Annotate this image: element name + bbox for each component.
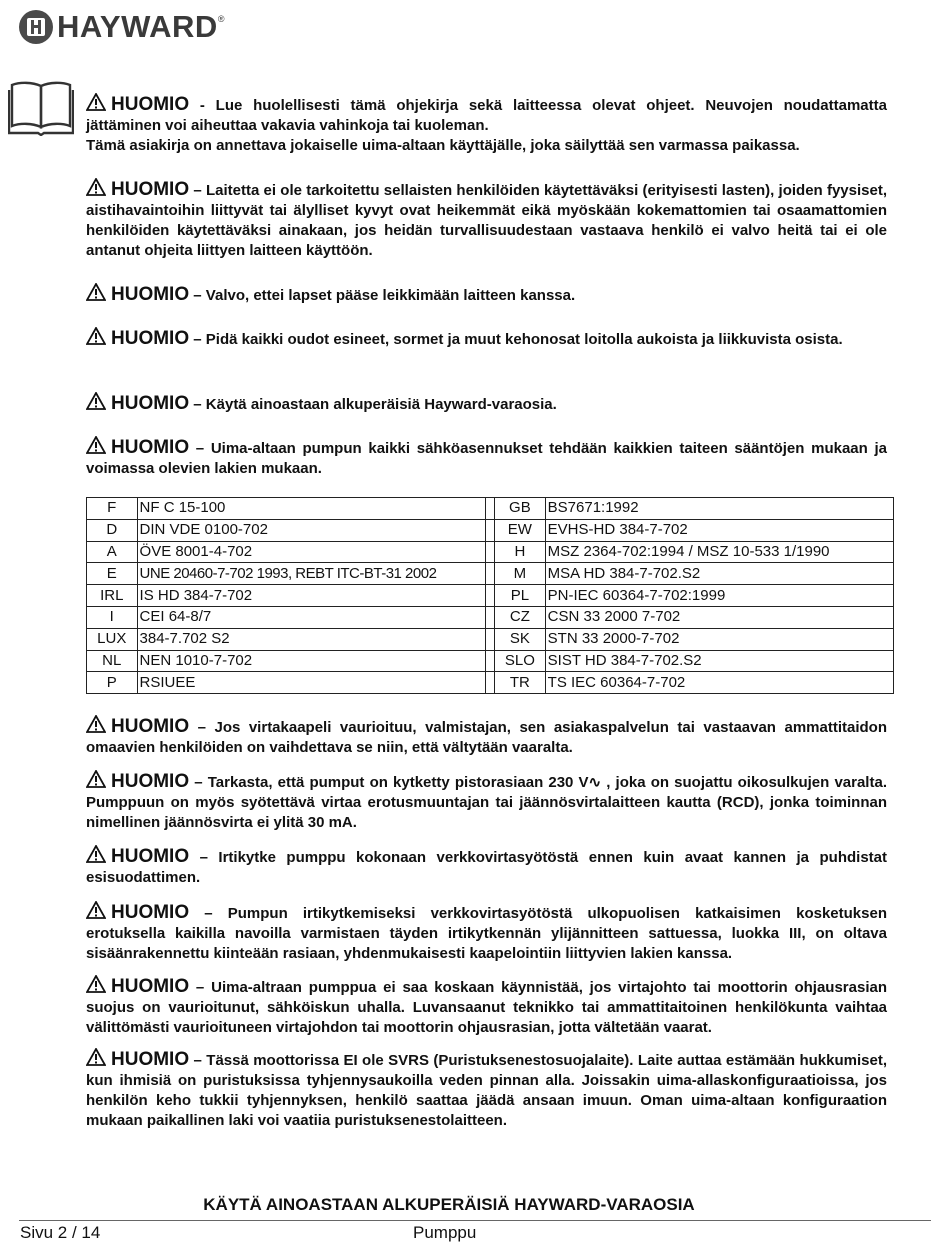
country-code: PL [495, 585, 546, 607]
table-divider [486, 563, 495, 585]
country-code: CZ [495, 606, 546, 628]
warning-triangle-icon [86, 715, 106, 733]
warning-title: HUOMIO [111, 179, 190, 200]
standard: MSZ 2364-702:1994 / MSZ 10-533 1/1990 [545, 541, 893, 563]
country-code: TR [495, 672, 546, 694]
standard: EVHS-HD 384-7-702 [545, 519, 893, 541]
standard: MSA HD 384-7-702.S2 [545, 563, 893, 585]
table-row [87, 628, 894, 650]
warning-title: HUOMIO [111, 976, 190, 997]
warning-5: HUOMIO – Käytä ainoastaan alkuperäisiä Hayward-varaosia. [86, 392, 887, 415]
warning-title: HUOMIO [111, 1049, 190, 1070]
warning-text: Pumpun irtikytkemiseksi verkkovirtasyötöstä ulkopuolisen katkaisimen kosketuksen erotuksella kaikilla navoilla varmistaen täyden irtikytkennän ylijännitteen sattuessa, luokka III, on oltava sisäänrakennettu kiinteään rasiaan, yhdenmukaisesti kaapelointiin liittyvien lakien kanssa. [86, 905, 887, 962]
country-code: IRL [87, 585, 138, 607]
hayward-logo-icon [19, 10, 53, 44]
warning-title: HUOMIO [111, 437, 190, 458]
country-code: GB [495, 498, 546, 520]
standard: NEN 1010-7-702 [137, 650, 486, 672]
standards-table [86, 497, 894, 694]
standard: UNE 20460-7-702 1993, REBT ITC-BT-31 2002 [137, 563, 486, 585]
warning-10: HUOMIO – Pumpun irtikytkemiseksi verkkovirtasyötöstä ulkopuolisen katkaisimen kosketuksen erotuksella kaikilla navoilla varmistaen täyden irtikytkennän ylijännitteen sattuessa, luokka III, on oltava sisäänrakennettu kiinteään rasiaan, yhdenmukaisesti kaapelointiin liittyvien lakien kanssa. [86, 902, 887, 962]
country-code: E [87, 563, 138, 585]
warning-text: Jos virtakaapeli vaurioituu, valmistajan, sen asiakaspalvelun tai vastaavan ammattitaidon omaavien henkilöiden on vaihdettava se niin, että vältytään vaaralta. [86, 719, 887, 756]
country-code: EW [495, 519, 546, 541]
standard: CEI 64-8/7 [137, 606, 486, 628]
warning-text: Irtikytke pumppu kokonaan verkkovirtasyötöstä ennen kuin avaat kannen ja puhdistat esisuodattimen. [86, 849, 887, 886]
warning-7: HUOMIO – Jos virtakaapeli vaurioituu, valmistajan, sen asiakaspalvelun tai vastaavan ammattitaidon omaavien henkilöiden on vaihdettava se niin, että vältytään vaaralta. [86, 716, 887, 756]
country-code: M [495, 563, 546, 585]
table-row [87, 563, 894, 585]
warning-text: Tarkasta, että pumput on kytketty pistorasiaan 230 V∿ , joka on suojattu oikosulkujen varalta. Pumppuun on myös syötettävä virtaa erotusmuuntajan tai jäännösvirtalaitteen kautta (RCD), jonka toiminnan nimellinen jäännösvirta ei ylitä 30 mA. [86, 774, 887, 831]
table-row [87, 498, 894, 520]
table-divider [486, 672, 495, 694]
warning-title: HUOMIO [111, 771, 190, 792]
warning-9: HUOMIO – Irtikytke pumppu kokonaan verkkovirtasyötöstä ennen kuin avaat kannen ja puhdistat esisuodattimen. [86, 846, 887, 886]
warning-triangle-icon [86, 327, 106, 345]
warning-3: HUOMIO – Valvo, ettei lapset pääse leikkimään laitteen kanssa. [86, 283, 887, 306]
warning-title: HUOMIO [111, 393, 190, 414]
warning-triangle-icon [86, 901, 106, 919]
table-row [87, 585, 894, 607]
warning-1: HUOMIO - Lue huolellisesti tämä ohjekirja sekä laitteessa olevat ohjeet. Neuvojen noudattamatta jättäminen voi aiheuttaa vakavia vahinkoja tai kuoleman. Tämä asiakirja on annettava jokaiselle uima-altaan käyttäjälle, joka säilyttää sen varmassa paikassa. [86, 94, 887, 154]
table-row [87, 519, 894, 541]
standard: TS IEC 60364-7-702 [545, 672, 893, 694]
country-code: A [87, 541, 138, 563]
warning-text: Uima-altaan pumpun kaikki sähköasennukset tehdään kaikkien taiteen sääntöjen mukaan ja voimassa olevien lakien mukaan. [86, 440, 887, 477]
country-code: LUX [87, 628, 138, 650]
standard: BS7671:1992 [545, 498, 893, 520]
brand-reg: ® [217, 14, 225, 24]
warning-text: Pidä kaikki oudot esineet, sormet ja muut kehonosat loitolla aukoista ja liikkuvista osista. [205, 331, 843, 348]
warning-triangle-icon [86, 178, 106, 196]
country-code: NL [87, 650, 138, 672]
table-row [87, 541, 894, 563]
table-divider [486, 541, 495, 563]
standard: STN 33 2000-7-702 [545, 628, 893, 650]
country-code: SK [495, 628, 546, 650]
footer-title: KÄYTÄ AINOASTAAN ALKUPERÄISIÄ HAYWARD-VARAOSIA [203, 1195, 695, 1214]
warning-text: Valvo, ettei lapset pääse leikkimään laitteen kanssa. [205, 287, 576, 304]
warning-triangle-icon [86, 770, 106, 788]
warning-triangle-icon [86, 845, 106, 863]
warning-2: HUOMIO – Laitetta ei ole tarkoitettu sellaisten henkilöiden käytettäväksi (erityisesti lasten), joiden fyysiset, aistihavaintoihin liittyvät tai älylliset kyvyt ovat heikemmät eikä myöskään kokemattomien tai osaamattomien henkilöiden käytettäväksi ainakaan, jos heidän turvallisuudestaan vastaava henkilö ei valvo heitä tai ei ole antanut ohjeita liittyen laitteen käyttöön. [86, 179, 887, 259]
warning-triangle-icon [86, 93, 106, 111]
standard: RSIUEE [137, 672, 486, 694]
warning-text: Tässä moottorissa EI ole SVRS (Puristuksenestosuojalaite). Laite auttaa estämään hukkumiset, kun ihmisiä on puristuksissa tyhjennysaukoilla veden pinnan alla. Joissakin uima-allaskonfiguraatioissa, jos henkilön keho tukkii tyhjennyksen, henkilö saattaa jäädä ansaan imuun. Oman uima-altaan konfiguraation mukaan paikallinen laki voi vaatiia puristuksenestolaitteen. [86, 1052, 887, 1129]
table-divider [486, 498, 495, 520]
warning-12: HUOMIO – Tässä moottorissa EI ole SVRS (Puristuksenestosuojalaite). Laite auttaa estämään hukkumiset, kun ihmisiä on puristuksissa tyhjennysaukoilla veden pinnan alla. Joissakin uima-allaskonfiguraatioissa, jos henkilön keho tukkii tyhjennyksen, henkilö saattaa jäädä ansaan imuun. Oman uima-altaan konfiguraation mukaan paikallinen laki voi vaatiia puristuksenestolaitteen. [86, 1049, 887, 1129]
country-code: P [87, 672, 138, 694]
warning-extra: Tämä asiakirja on annettava jokaiselle uima-altaan käyttäjälle, joka säilyttää sen varmassa paikassa. [86, 137, 800, 154]
book-icon [8, 80, 74, 136]
standard: PN-IEC 60364-7-702:1999 [545, 585, 893, 607]
warning-triangle-icon [86, 392, 106, 410]
warning-text: Käytä ainoastaan alkuperäisiä Hayward-varaosia. [205, 396, 557, 413]
country-code: SLO [495, 650, 546, 672]
table-divider [486, 606, 495, 628]
table-divider [486, 650, 495, 672]
country-code: I [87, 606, 138, 628]
table-divider [486, 519, 495, 541]
page-label: Pumppu [413, 1223, 477, 1242]
warning-4: HUOMIO – Pidä kaikki oudot esineet, sormet ja muut kehonosat loitolla aukoista ja liikkuvista osista. [86, 327, 887, 350]
country-code: H [495, 541, 546, 563]
warning-triangle-icon [86, 436, 106, 454]
standard: NF C 15-100 [137, 498, 486, 520]
standard: CSN 33 2000 7-702 [545, 606, 893, 628]
page-number: Sivu 2 / 14 [20, 1223, 101, 1242]
table-row [87, 672, 894, 694]
standard: 384-7.702 S2 [137, 628, 486, 650]
table-divider [486, 628, 495, 650]
warning-6: HUOMIO – Uima-altaan pumpun kaikki sähköasennukset tehdään kaikkien taiteen sääntöjen mukaan ja voimassa olevien lakien mukaan. [86, 437, 887, 477]
hayward-logo [19, 10, 224, 44]
standard: DIN VDE 0100-702 [137, 519, 486, 541]
warning-title: HUOMIO [111, 328, 190, 349]
table-divider [486, 585, 495, 607]
warning-title: HUOMIO [111, 902, 190, 923]
country-code: F [87, 498, 138, 520]
warning-title: HUOMIO [111, 846, 190, 867]
warning-triangle-icon [86, 975, 106, 993]
warning-8: HUOMIO – Tarkasta, että pumput on kytketty pistorasiaan 230 V∿ , joka on suojattu oikosulkujen varalta. Pumppuun on myös syötettävä virtaa erotusmuuntajan tai jäännösvirtalaitteen kautta (RCD), jonka toiminnan nimellinen jäännösvirta ei ylitä 30 mA. [86, 771, 887, 831]
warning-text: Lue huolellisesti tämä ohjekirja sekä laitteessa olevat ohjeet. Neuvojen noudattamatta jättäminen voi aiheuttaa vakavia vahinkoja tai kuoleman. [86, 97, 887, 134]
warning-triangle-icon [86, 1048, 106, 1066]
standard: ÖVE 8001-4-702 [137, 541, 486, 563]
warning-11: HUOMIO – Uima-altraan pumppua ei saa koskaan käynnistää, jos virtajohto tai moottorin ohjausrasian suojus on vaurioitunut, sähköiskun uhalla. Luvansaanut teknikko tai ammattitaitoinen henkilökunta vaihtaa välittömästi vaurioituneen virtajohdon tai moottorin ohjausrasian, jotta vältetään vaarat. [86, 976, 888, 1036]
standard: SIST HD 384-7-702.S2 [545, 650, 893, 672]
table-row [87, 650, 894, 672]
brand-name: HAYWARD [57, 9, 218, 44]
warning-text: Uima-altraan pumppua ei saa koskaan käynnistää, jos virtajohto tai moottorin ohjausrasian suojus on vaurioitunut, sähköiskun uhalla. Luvansaanut teknikko tai ammattitaitoinen henkilökunta vaihtaa välittömästi vaurioituneen virtajohdon tai moottorin ohjausrasian, jotta vältetään vaarat. [86, 979, 888, 1036]
warning-triangle-icon [86, 283, 106, 301]
country-code: D [87, 519, 138, 541]
footer-divider [19, 1220, 931, 1221]
warning-title: HUOMIO [111, 284, 190, 305]
warning-text: Laitetta ei ole tarkoitettu sellaisten henkilöiden käytettäväksi (erityisesti lasten), joiden fyysiset, aistihavaintoihin liittyvät tai älylliset kyvyt ovat heikemmät eikä myöskään kokemattomien tai osaamattomien henkilöiden käytettäväksi ainakaan, jos heidän turvallisuudestaan vastaava henkilö ei valvo heitä tai ei ole antanut ohjeita liittyen laitteen käyttöön. [86, 182, 887, 259]
warning-title: HUOMIO [111, 94, 190, 115]
standard: IS HD 384-7-702 [137, 585, 486, 607]
warning-title: HUOMIO [111, 716, 190, 737]
table-row [87, 606, 894, 628]
